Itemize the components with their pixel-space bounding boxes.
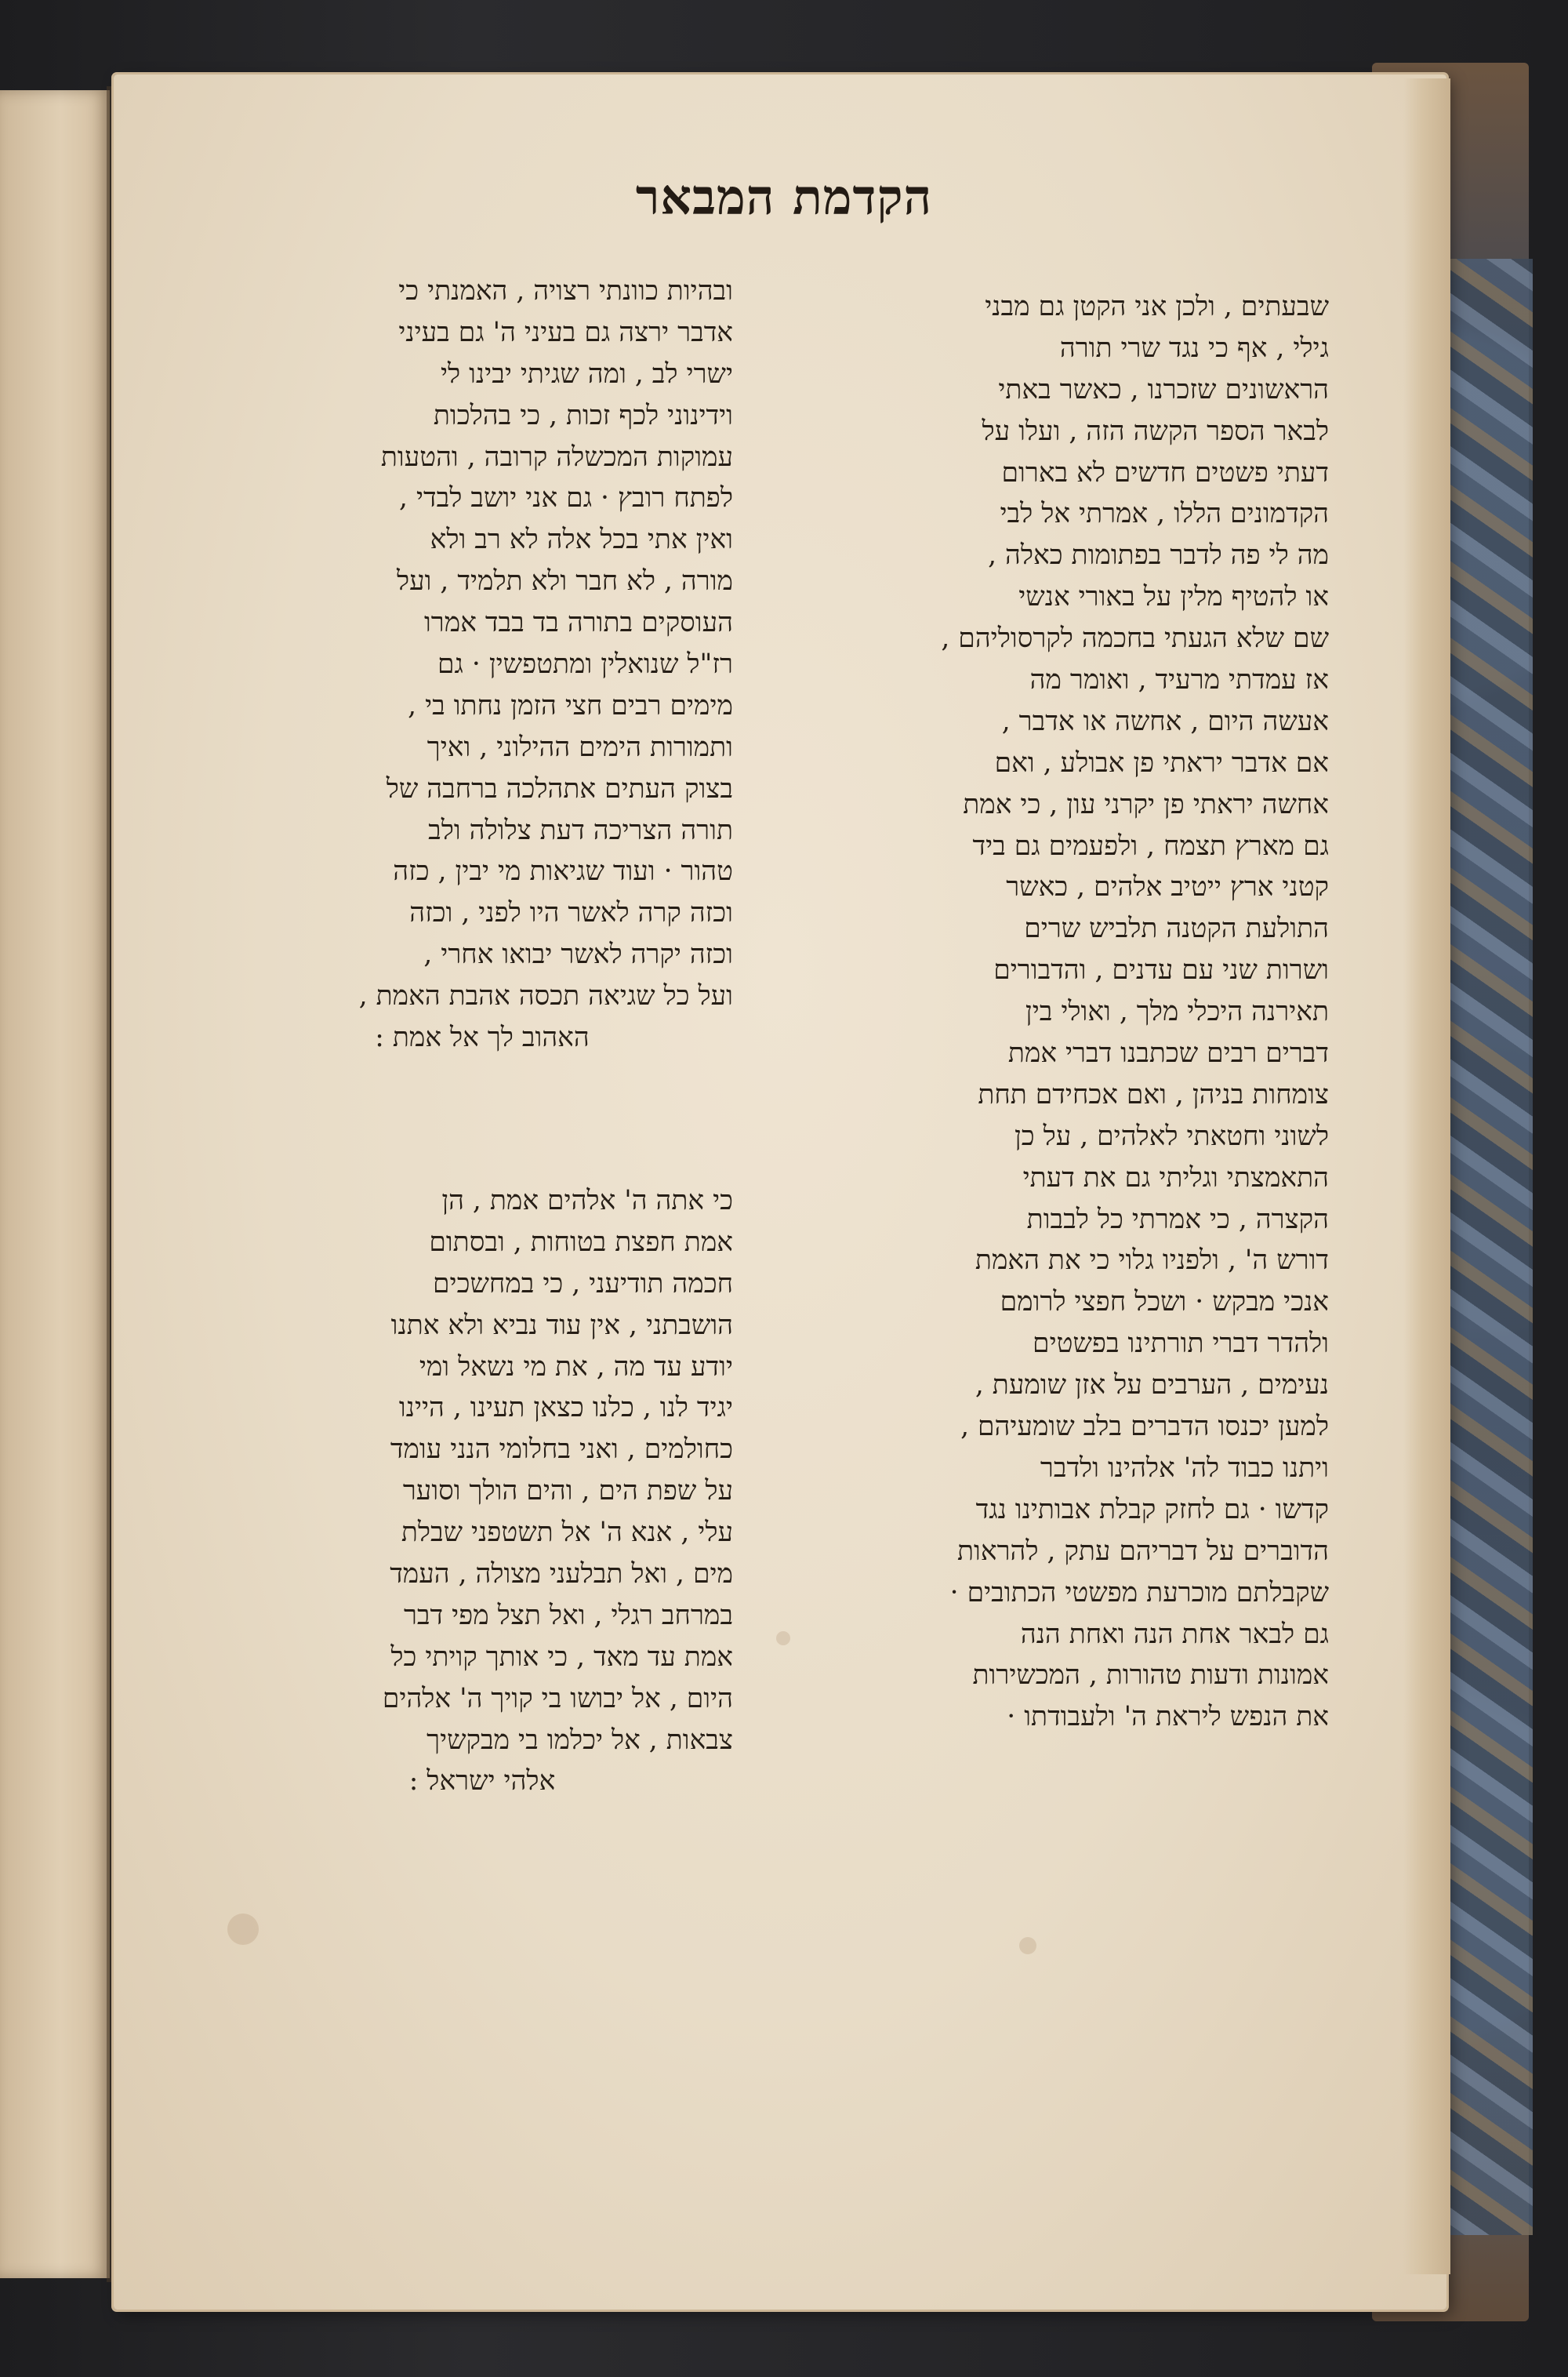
text-line: אמת עד מאד , כי אותך קויתי כל: [390, 1641, 733, 1673]
text-line: הקדמונים הללו , אמרתי אל לבי: [1000, 498, 1329, 530]
text-line: אדבר ירצה גם בעיני ה' גם בעיני: [398, 316, 733, 348]
text-line: רז"ל שנואלין ומתטפשין · גם: [437, 649, 733, 681]
left-text-column-bottom: [231, 1180, 733, 1802]
text-line: עמוקות המכשלה קרובה , והטעות: [380, 441, 733, 473]
text-line: אם אדבר יראתי פן אבולע , ואם: [994, 747, 1329, 779]
text-line: האהוב לך אל אמת :: [375, 1022, 590, 1054]
text-line: עלי , אנא ה' אל תשטפני שבלת: [401, 1517, 733, 1549]
text-line: גילי , אף כי נגד שרי תורה: [1059, 332, 1329, 364]
text-line: או להטיף מלין על באורי אנשי: [1018, 581, 1329, 613]
text-line: אעשה היום , אחשה או אדבר ,: [1001, 705, 1329, 737]
text-line: אז עמדתי מרעיד , ואומר מה: [1029, 664, 1329, 696]
text-line: וכזה קרה לאשר היו לפני , וכזה: [409, 897, 733, 929]
facing-page-edge: [0, 90, 110, 2278]
text-line: וכזה יקרה לאשר יבואו אחרי ,: [423, 939, 733, 971]
text-line: כי אתה ה' אלהים אמת , הן: [441, 1185, 733, 1216]
text-line: ובהיות כוונתי רצויה , האמנתי כי: [398, 275, 733, 307]
text-line: למען יכנסו הדברים בלב שומעיהם ,: [960, 1411, 1329, 1443]
text-line: מורה , לא חבר ולא תלמיד , ועל: [396, 565, 733, 598]
text-line: גם לבאר אחת הנה ואחת הנה: [1020, 1618, 1329, 1650]
text-line: שקבלתם מוכרעת מפשטי הכתובים ·: [949, 1576, 1329, 1608]
text-line: שבעתים , ולכן אני הקטן גם מבני: [985, 291, 1329, 322]
text-line: מה לי פה לדבר בפתומות כאלה ,: [988, 540, 1329, 572]
text-line: ישרי לב , ומה שגיתי יבינו לי: [440, 358, 733, 390]
page-fore-edge: [1403, 78, 1450, 2274]
text-line: ולהדר דברי תורתינו בפשטים: [1033, 1328, 1329, 1360]
text-line: דברים רבים שכתבנו דברי אמת: [1007, 1038, 1329, 1070]
text-line: ושרות שני עם עדנים , והדבורים: [993, 954, 1329, 987]
text-line: לפתח רובץ · גם אני יושב לבדי ,: [399, 482, 733, 514]
text-line: ועל כל שגיאה תכסה אהבת האמת ,: [358, 980, 733, 1012]
text-line: יגיד לנו , כלנו כצאן תעינו , היינו: [398, 1392, 733, 1424]
text-line: לשוני וחטאתי לאלהים , על כן: [1014, 1120, 1329, 1152]
text-line: בצוק העתים אתהלכה ברחבה של: [386, 772, 733, 805]
text-line: אמונות ודעות טהורות , המכשירות: [972, 1659, 1329, 1692]
text-line: הושבתני , אין עוד נביא ולא אתנו: [390, 1309, 733, 1341]
text-line: ותמורות הימים ההילוני , ואיך: [426, 731, 733, 763]
right-text-column: [827, 286, 1329, 1738]
book-gutter: [107, 86, 111, 2282]
text-line: אנכי מבקש · ושכל חפצי לרומם: [1000, 1286, 1329, 1318]
text-line: נעימים , הערבים על אזן שומעת ,: [975, 1369, 1329, 1401]
text-line: התולעת הקטנה תלביש שרים: [1024, 913, 1329, 945]
text-line: צומחות בניהן , ואם אכחידם תחת: [978, 1078, 1329, 1110]
text-line: יודע עד מה , את מי נשאל ומי: [419, 1350, 733, 1383]
text-line: כחולמים , ואני בחלומי הנני עומד: [390, 1434, 733, 1466]
text-line: העוסקים בתורה בד בבד אמרו: [423, 607, 733, 639]
text-line: גם מארץ תצמח , ולפעמים גם ביד: [972, 830, 1329, 862]
left-text-column-top: [231, 271, 733, 1059]
text-line: וידינוני לכף זכות , כי בהלכות: [433, 399, 733, 431]
text-line: אמת חפצת בטוחות , ובסתום: [429, 1226, 733, 1258]
text-line: ואין אתי בכל אלה לא רב ולא: [430, 524, 733, 556]
text-line: טהור · ועוד שגיאות מי יבין , כזה: [393, 856, 733, 888]
text-line: אלהי ישראל :: [408, 1765, 556, 1797]
paper-stain: [227, 1914, 259, 1945]
text-line: הקצרה , כי אמרתי כל לבבות: [1026, 1203, 1329, 1235]
paper-stain: [1019, 1937, 1036, 1954]
text-line: תאירנה היכלי מלך , ואולי בין: [1025, 996, 1329, 1028]
page-heading: הקדמת המבאר: [635, 169, 933, 226]
text-line: במרחב רגלי , ואל תצל מפי דבר: [403, 1599, 733, 1631]
text-line: הדוברים על דבריהם עתק , להראות: [957, 1535, 1329, 1567]
text-line: אחשה יראתי פן יקרני עון , כי אמת: [963, 788, 1329, 820]
text-line: דורש ה' , ולפניו גלוי כי את האמת: [975, 1245, 1329, 1277]
text-line: התאמצתי וגליתי גם את דעתי: [1022, 1161, 1329, 1194]
text-line: מימים רבים חצי הזמן נחתו בי ,: [408, 689, 733, 721]
text-line: לבאר הספר הקשה הזה , ועלו על: [982, 415, 1329, 447]
text-line: חכמה תודיעני , כי במחשכים: [433, 1267, 733, 1299]
text-line: את הנפש ליראת ה' ולעבודתו ·: [1007, 1701, 1329, 1733]
text-line: שם שלא הגעתי בחכמה לקרסוליהם ,: [941, 623, 1329, 655]
paper-stain: [776, 1631, 790, 1645]
text-line: דעתי פשטים חדשים לא בארום: [1001, 456, 1329, 489]
text-line: הראשונים שזכרנו , כאשר באתי: [998, 373, 1329, 405]
text-line: קטני ארץ ייטיב אלהים , כאשר: [1006, 871, 1329, 903]
text-line: היום , אל יבושו בי קויך ה' אלהים: [382, 1682, 733, 1714]
text-line: על שפת הים , והים הולך וסוער: [402, 1475, 733, 1507]
text-line: ויתנו כבוד לה' אלהינו ולדבר: [1040, 1452, 1329, 1484]
text-line: מים , ואל תבלעני מצולה , העמד: [390, 1558, 733, 1590]
text-line: קדשו · גם לחזק קבלת אבותינו נגד: [975, 1493, 1329, 1525]
text-line: תורה הצריכה דעת צלולה ולב: [428, 814, 733, 846]
text-line: צבאות , אל יכלמו בי מבקשיך: [426, 1724, 733, 1756]
